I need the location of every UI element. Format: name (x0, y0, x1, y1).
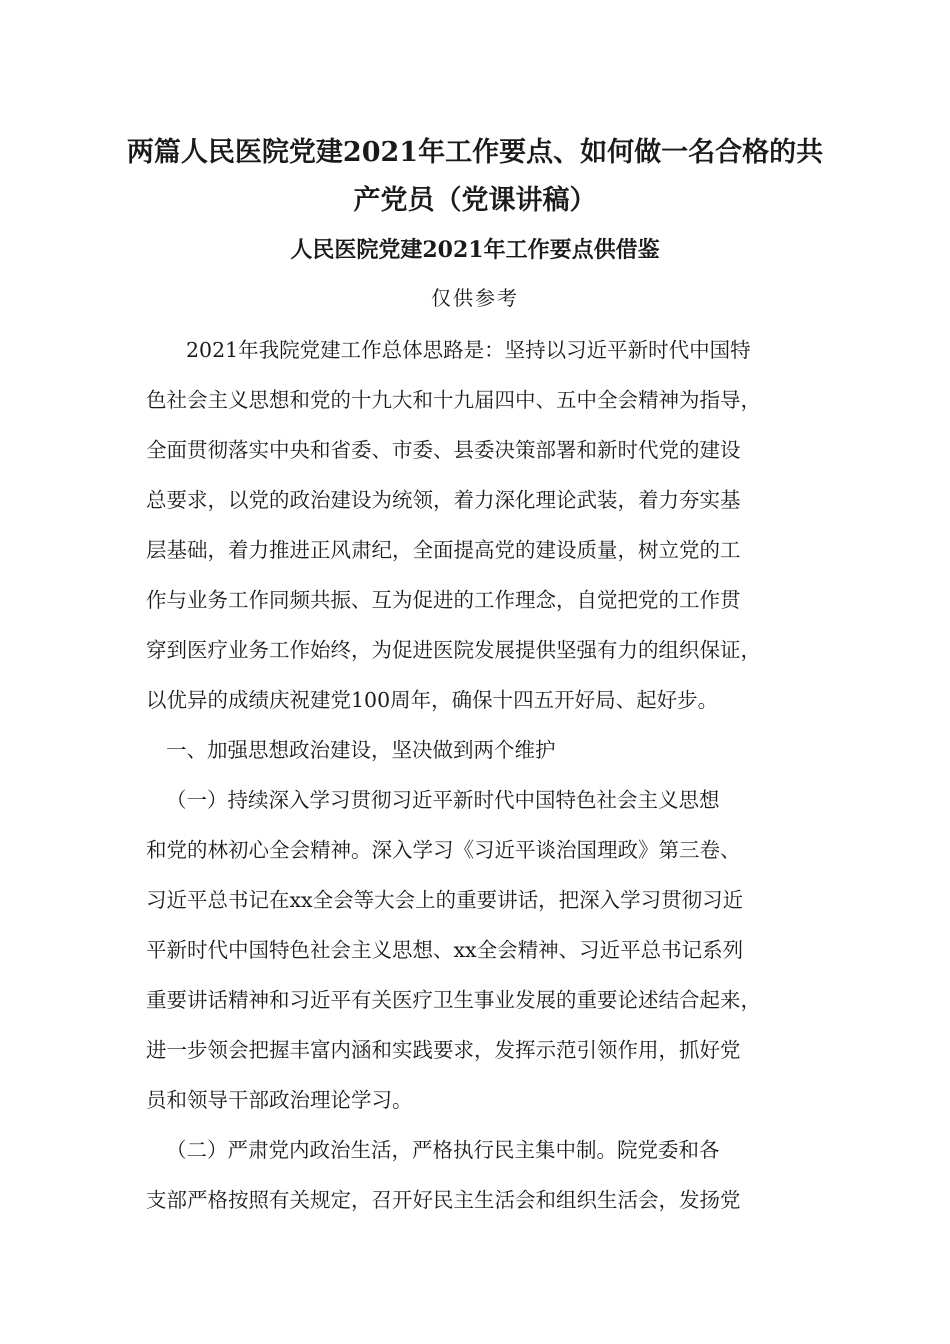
body-line: 员和领导干部政治理论学习。 (146, 1088, 413, 1112)
body-line: 作与业务工作同频共振、互为促进的工作理念，自觉把党的工作贯 (146, 588, 741, 612)
body-line: 进一步领会把握丰富内涵和实践要求，发挥示范引领作用，抓好党 (146, 1038, 741, 1062)
body-line: 以优异的成绩庆祝建党100周年，确保十四五开好局、起好步。 (146, 688, 719, 712)
body-line: （一）持续深入学习贯彻习近平新时代中国特色社会主义思想 (166, 788, 720, 812)
body-line: （二）严肃党内政治生活，严格执行民主集中制。院党委和各 (166, 1138, 720, 1162)
body-line: 支部严格按照有关规定，召开好民主生活会和组织生活会，发扬党 (146, 1188, 741, 1212)
body-line: 全面贯彻落实中央和省委、市委、县委决策部署和新时代党的建设 (146, 438, 741, 462)
body-line: 平新时代中国特色社会主义思想、xx全会精神、习近平总书记系列 (146, 938, 744, 962)
body-line: 和党的林初心全会精神。深入学习《习近平谈治国理政》第三卷、 (146, 838, 741, 862)
body-line: 层基础，着力推进正风肃纪，全面提高党的建设质量，树立党的工 (146, 538, 741, 562)
reference-note: 仅供参考 (431, 286, 519, 310)
body-line: 色社会主义思想和党的十九大和十九届四中、五中全会精神为指导， (146, 388, 761, 412)
document-title-line-1: 两篇人民医院党建2021年工作要点、如何做一名合格的共 (126, 137, 824, 168)
body-line: 穿到医疗业务工作始终，为促进医院发展提供坚强有力的组织保证， (146, 638, 761, 662)
document-subtitle: 人民医院党建2021年工作要点供借鉴 (290, 237, 660, 263)
section-heading: 一、加强思想政治建设，坚决做到两个维护 (166, 738, 556, 762)
body-line: 重要讲话精神和习近平有关医疗卫生事业发展的重要论述结合起来， (146, 988, 761, 1012)
body-line: 2021年我院党建工作总体思路是：坚持以习近平新时代中国特 (186, 338, 751, 362)
body-line: 总要求，以党的政治建设为统领，着力深化理论武装，着力夯实基 (146, 488, 741, 512)
document-title-line-2: 产党员（党课讲稿） (353, 185, 597, 216)
body-line: 习近平总书记在xx全会等大会上的重要讲话，把深入学习贯彻习近 (146, 888, 744, 912)
